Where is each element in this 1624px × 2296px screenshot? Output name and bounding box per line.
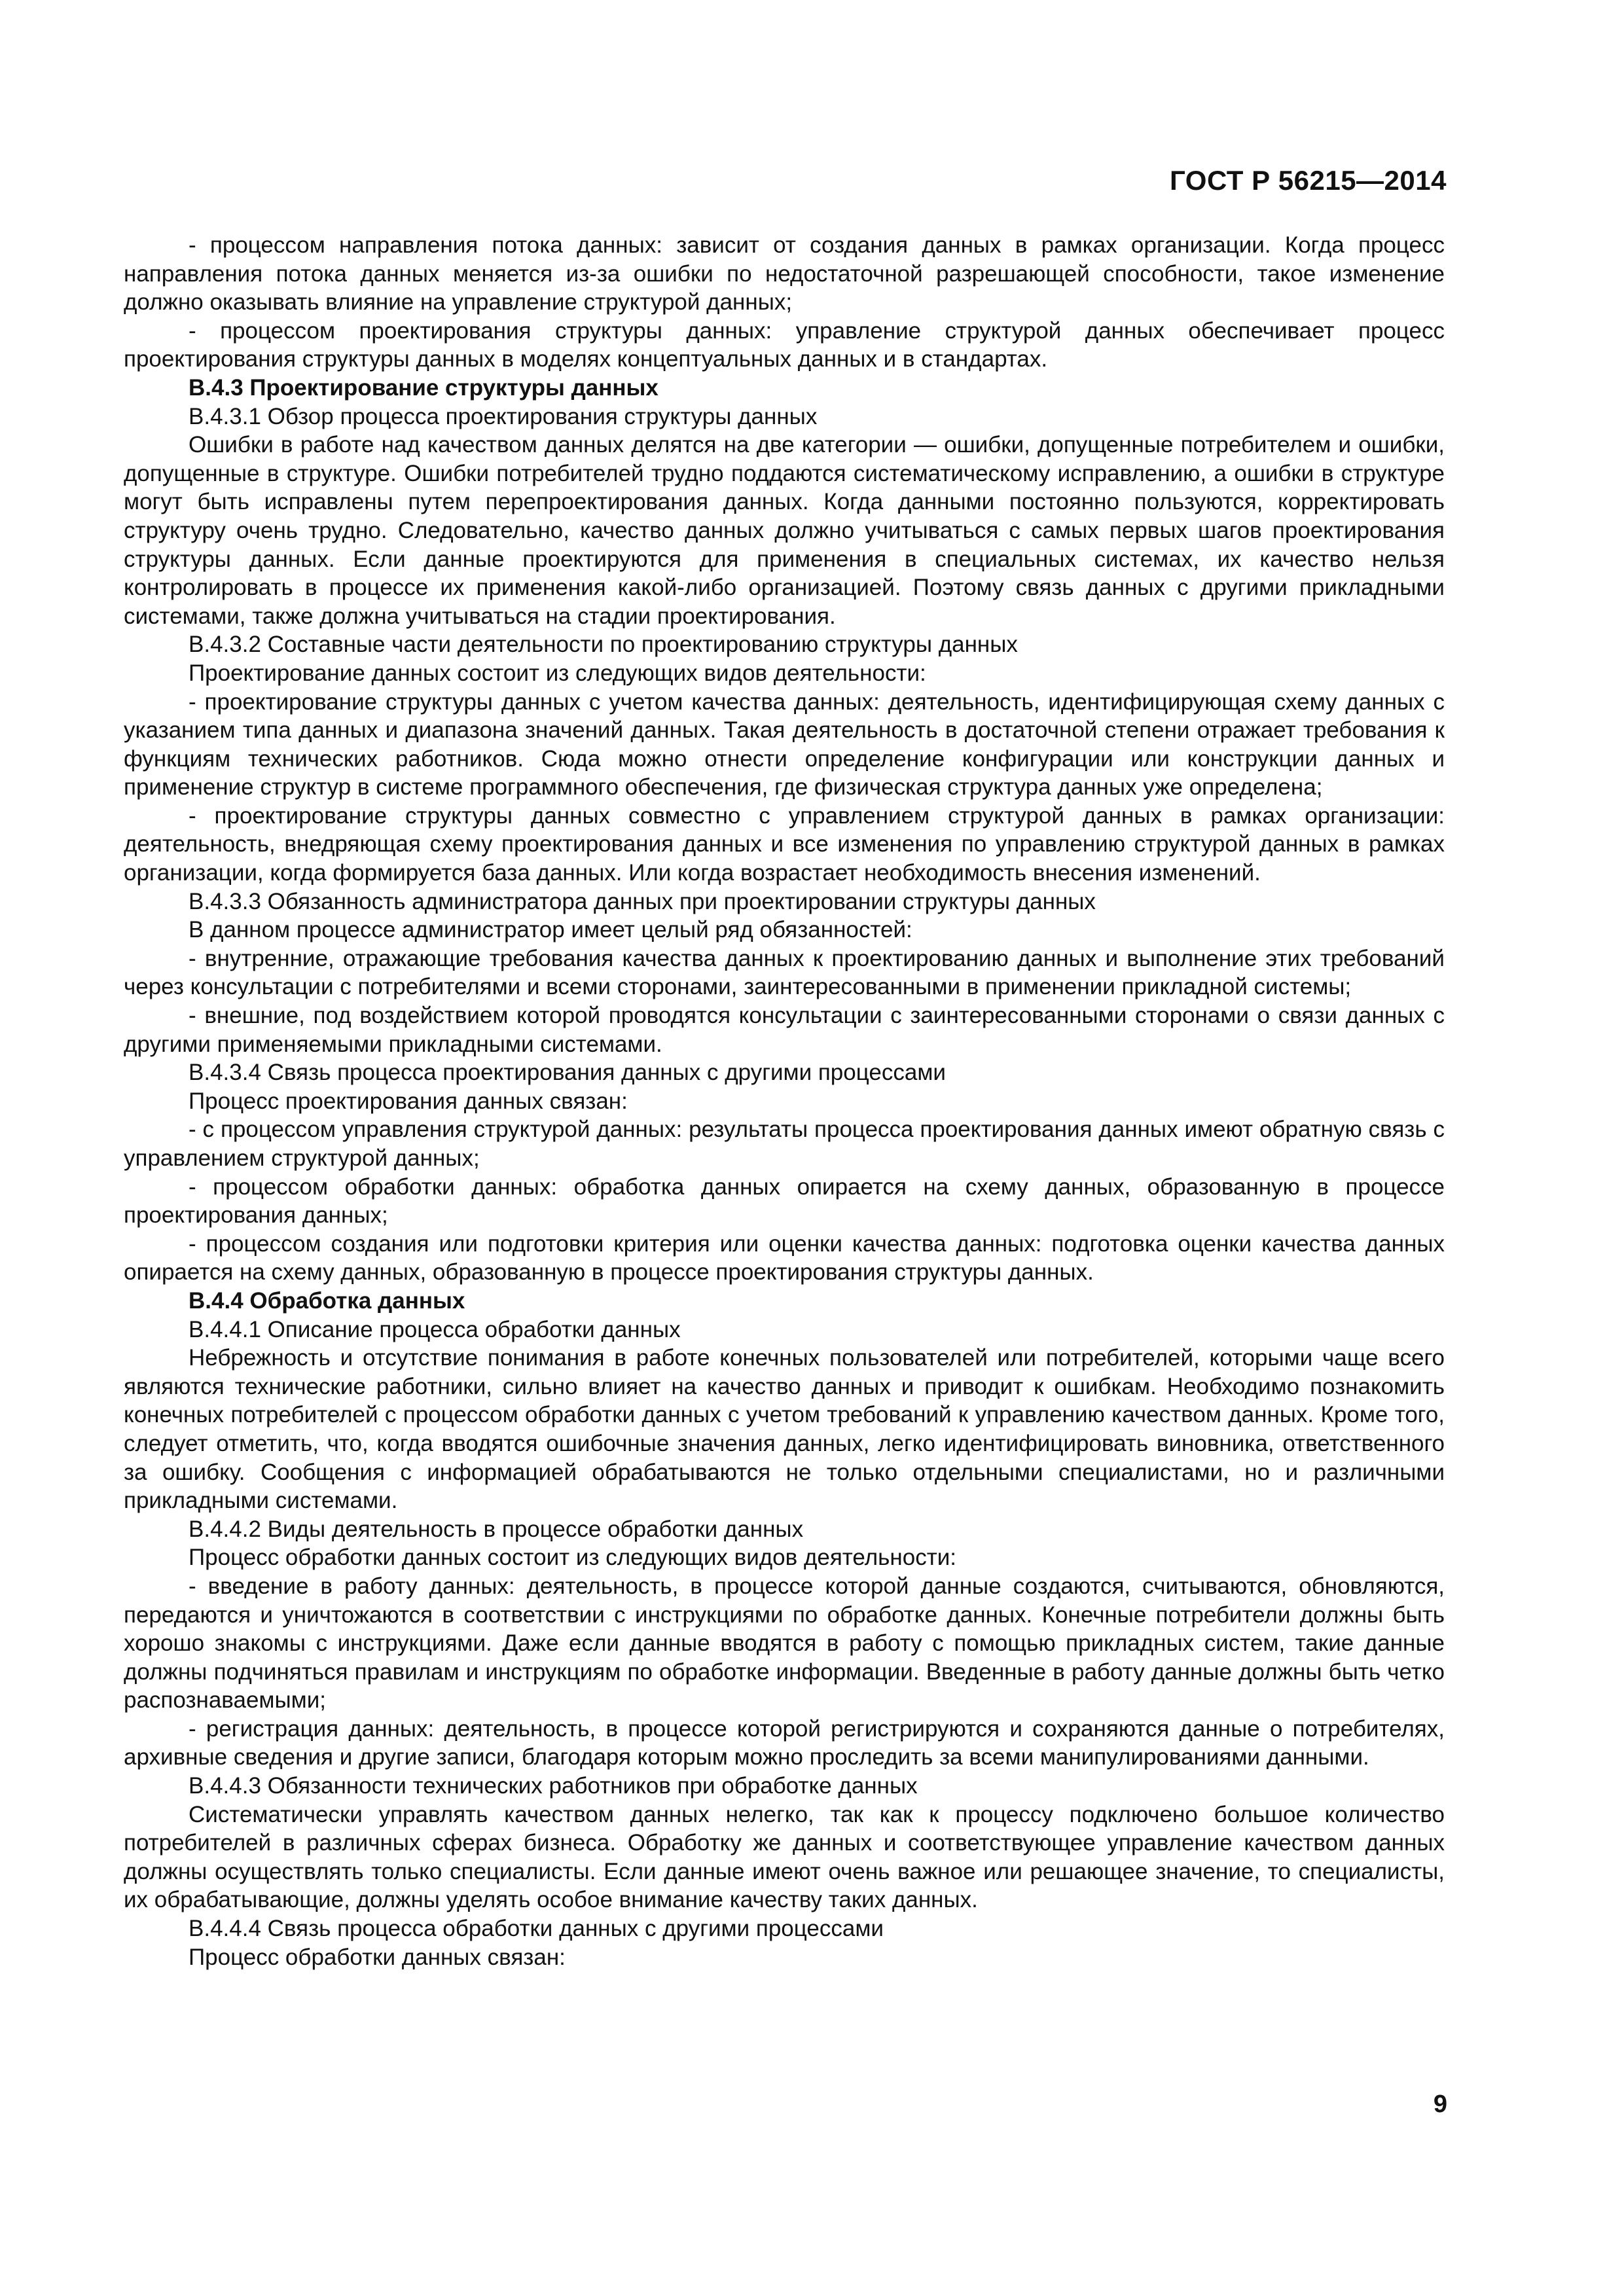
list-item-paragraph: - проектирование структуры данных с учетом качества данных: деятельность, идентифицирующая схему данных с указанием типа данных и диапазона значений данных. Такая деятельность в достаточной степени отражает требования к функциям технических работников. Сюда можно отнести определение конфигурации или конструкции данных и применение структур в системе программного обеспечения, где физическая структура данных уже определена; <box>124 689 1445 800</box>
list-item-paragraph: - внешние, под воздействием которой проводятся консультации с заинтересованными сторонами о связи данных с другими применяемыми прикладными системами. <box>124 1003 1445 1057</box>
subsection-heading-b-4-4-4: В.4.4.4 Связь процесса обработки данных с другими процессами <box>189 1916 884 1942</box>
subsection-heading-b-4-4-1: В.4.4.1 Описание процесса обработки данных <box>189 1316 681 1342</box>
list-item-paragraph: - регистрация данных: деятельность, в процессе которой регистрируются и сохраняются данные о потребителях, архивные сведения и другие записи, благодаря которым можно проследить за всеми манипулированиями данными. <box>124 1715 1445 1770</box>
subsection-heading-b-4-3-3: В.4.3.3 Обязанность администратора данных при проектировании структуры данных <box>189 888 1096 914</box>
paragraph-text: Процесс обработки данных связан: <box>189 1944 566 1970</box>
list-item-paragraph: - проектирование структуры данных совместно с управлением структурой данных в рамках организации: деятельность, внедряющая схему проектирования данных и все изменения по управлению структурой данных в рамках организации, когда формируется база данных. Или когда возрастает необходимость внесения изменений. <box>124 802 1445 886</box>
list-item-paragraph: - введение в работу данных: деятельность, в процессе которой данные создаются, считываются, обновляются, передаются и уничтожаются в соответствии с инструкциями по обработке данных. Конечные потребители должны быть хорошо знакомы с инструкциями. Даже если данные вводятся в работу с помощью прикладных систем, такие данные должны подчиняться правилам и инструкциям по обработке информации. Введенные в работу данные должны быть четко распознаваемыми; <box>124 1573 1445 1713</box>
subsection-heading-b-4-3-4: В.4.3.4 Связь процесса проектирования данных с другими процессами <box>189 1060 946 1086</box>
paragraph-text: Небрежность и отсутствие понимания в работе конечных пользователей или потребителей, которыми чаще всего являются технические работники, сильно влияет на качество данных и приводит к ошибкам. Необходимо познакомить конечных потребителей с процессом обработки данных с учетом требований к управлению качеством данных. Кроме того, следует отметить, что, когда вводятся ошибочные значения данных, легко идентифицировать виновника, ответственного за ошибку. Сообщения с информацией обрабатываются не только отдельными специалистами, но и различными прикладными системами. <box>124 1345 1445 1514</box>
section-heading-b-4-4: В.4.4 Обработка данных <box>189 1287 465 1314</box>
paragraph-text: Проектирование данных состоит из следующих видов деятельности: <box>189 660 926 686</box>
paragraph-text: В данном процессе администратор имеет целый ряд обязанностей: <box>189 917 912 943</box>
subsection-heading-b-4-3-2: В.4.3.2 Составные части деятельности по проектированию структуры данных <box>189 632 1018 658</box>
paragraph-text: Ошибки в работе над качеством данных делятся на две категории — ошибки, допущенные потребителем и ошибки, допущенные в структуре. Ошибки потребителей трудно поддаются систематическому исправлению, а ошибки в структуре могут быть исправлены путем перепроектирования данных. Когда данными постоянно пользуются, корректировать структуру очень трудно. Следовательно, качество данных должно учитываться с самых первых шагов проектирования структуры данных. Если данные проектируются для применения в специальных системах, их качество нельзя контролировать в процессе их применения какой-либо организацией. Поэтому связь данных с другими прикладными системами, также должна учитываться на стадии проектирования. <box>124 432 1445 629</box>
list-item-paragraph: - процессом обработки данных: обработка данных опирается на схему данных, образованную в процессе проектирования данных; <box>124 1174 1445 1229</box>
subsection-heading-b-4-3-1: В.4.3.1 Обзор процесса проектирования структуры данных <box>189 403 818 429</box>
paragraph-data-flow-item: - процессом направления потока данных: зависит от создания данных в рамках организации. Когда процесс направления потока данных меняется из-за ошибки по недостаточной разрешающей способности, такое изменение должно оказывать влияние на управление структурой данных; <box>124 232 1445 315</box>
list-item-paragraph: - внутренние, отражающие требования качества данных к проектированию данных и выполнение этих требований через консультации с потребителями и всеми сторонами, заинтересованными в применении прикладной системы; <box>124 945 1445 1000</box>
list-item-paragraph: - процессом создания или подготовки критерия или оценки качества данных: подготовка оценки качества данных опирается на схему данных, образованную в процессе проектирования структуры данных. <box>124 1230 1445 1285</box>
section-heading-b-4-3: В.4.3 Проектирование структуры данных <box>189 374 659 401</box>
document-body <box>124 231 1445 1971</box>
subsection-heading-b-4-4-2: В.4.4.2 Виды деятельность в процессе обработки данных <box>189 1516 804 1542</box>
document-code-header: ГОСТ Р 56215—2014 <box>1170 165 1447 196</box>
page-number: 9 <box>1433 2090 1447 2118</box>
list-item-paragraph: - с процессом управления структурой данных: результаты процесса проектирования данных имеют обратную связь с управлением структурой данных; <box>124 1117 1445 1171</box>
paragraph-text: Процесс обработки данных состоит из следующих видов деятельности: <box>189 1545 956 1571</box>
paragraph-structure-design-item: - процессом проектирования структуры данных: управление структурой данных обеспечивает процесс проектирования структуры данных в моделях концептуальных данных и в стандартах. <box>124 317 1445 372</box>
subsection-heading-b-4-4-3: В.4.4.3 Обязанности технических работников при обработке данных <box>189 1773 918 1799</box>
paragraph-text: Процесс проектирования данных связан: <box>189 1088 628 1114</box>
paragraph-text: Систематически управлять качеством данных нелегко, так как к процессу подключено большое количество потребителей в различных сферах бизнеса. Обработку же данных и соответствующее управление качеством данных должны осуществлять только специалисты. Если данные имеют очень важное или решающее значение, то специалисты, их обрабатывающие, должны уделять особое внимание качеству таких данных. <box>124 1801 1445 1913</box>
